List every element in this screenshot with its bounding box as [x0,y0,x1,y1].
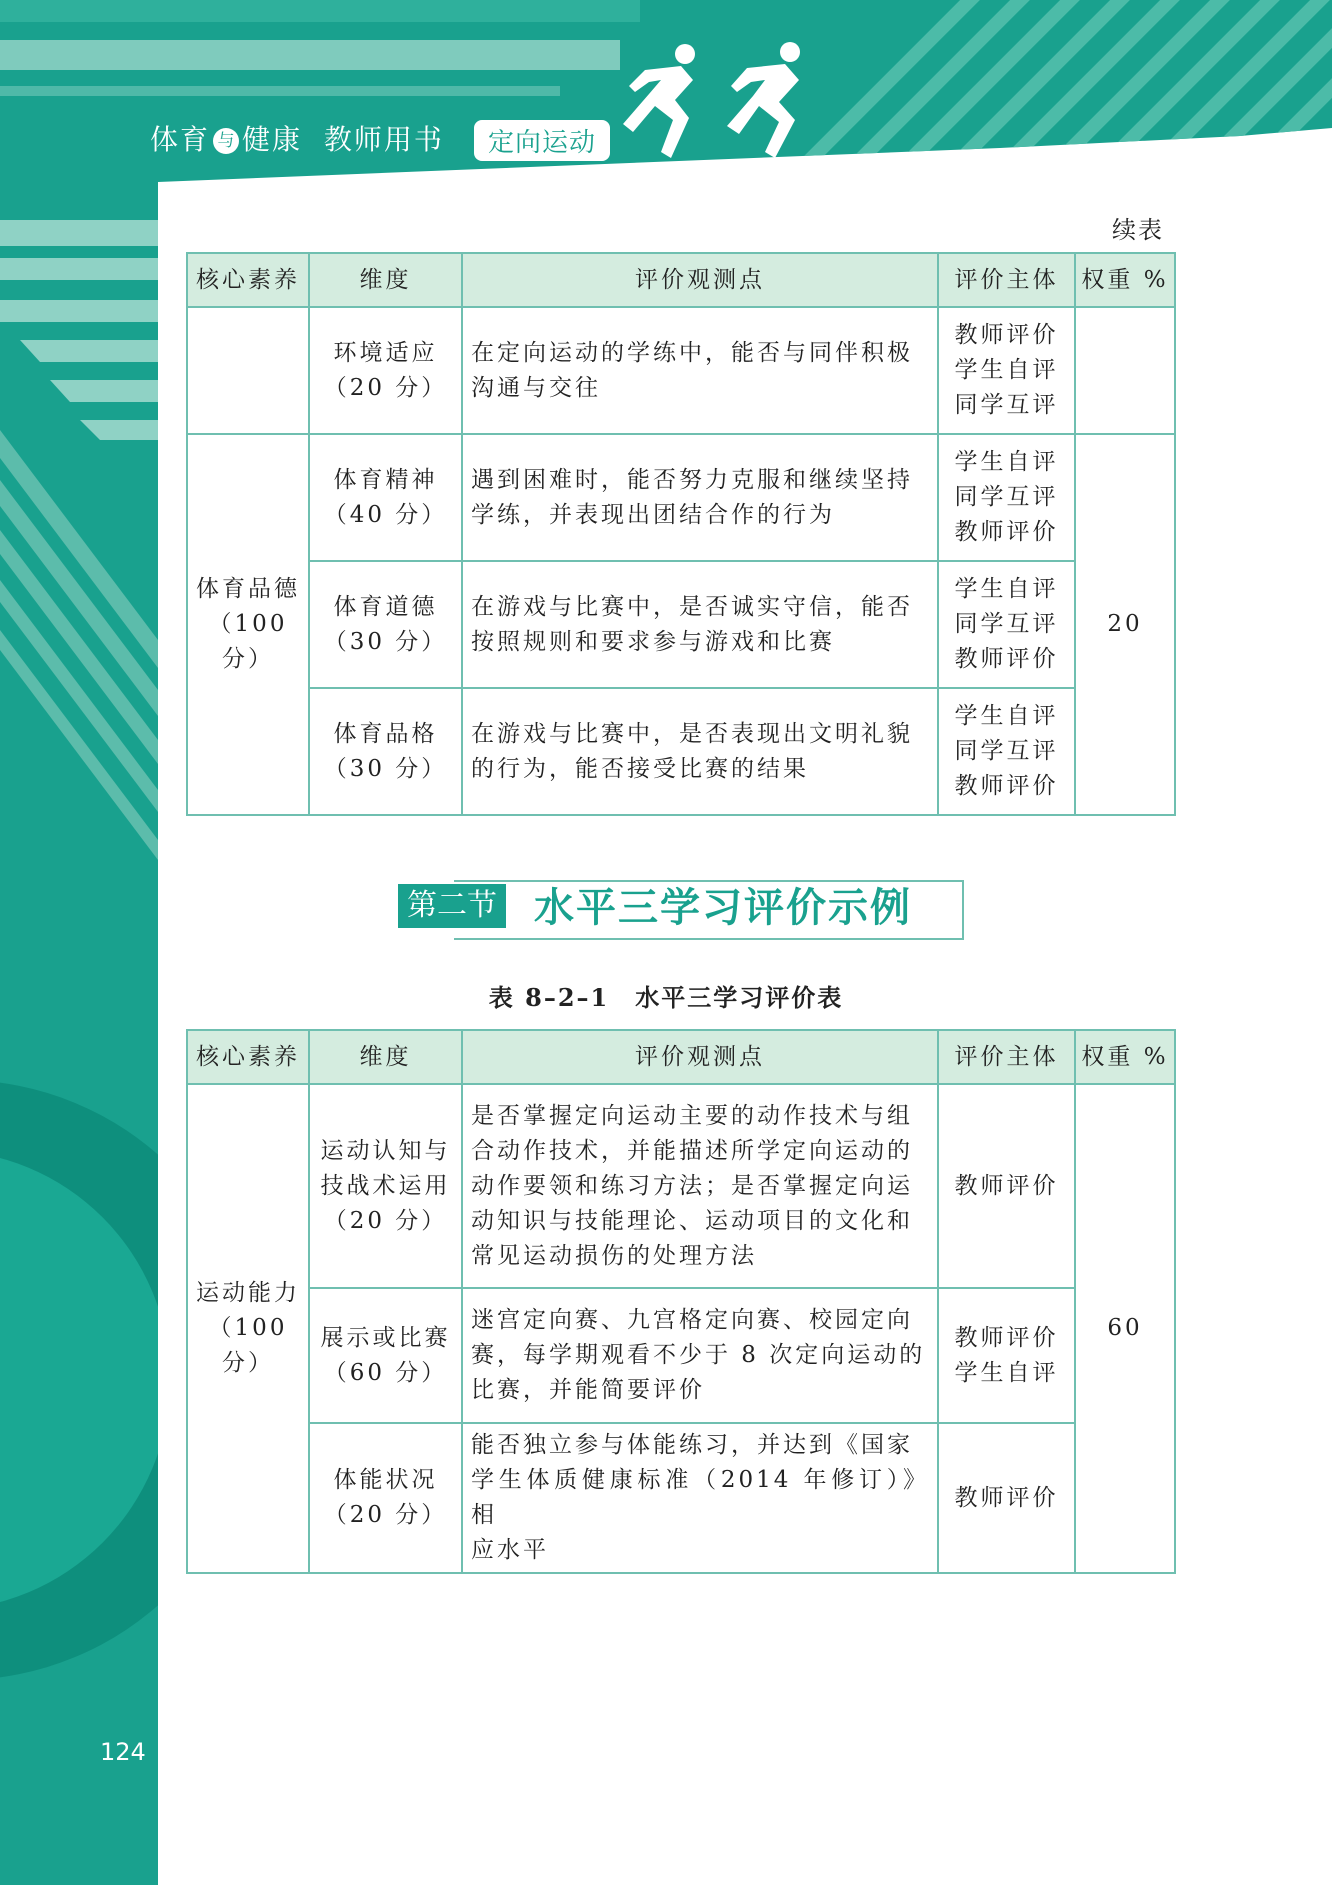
table-row [187,1288,1175,1423]
table-row [187,1084,1175,1288]
weight-cell: 20 [1075,434,1175,815]
header-core: 核心素养 [187,253,309,307]
weight-cell [1075,307,1175,434]
core-cell: 运动能力 （100 分） [187,1084,309,1573]
chapter-subtitle: 定向运动 [474,120,610,161]
observation-cell: 迷宫定向赛、九宫格定向赛、校园定向 赛，每学期观看不少于 8 次定向运动的 比赛，并能简要评价 [462,1288,938,1423]
subject-cell: 教师评价 学生自评 同学互评 [938,307,1075,434]
table-caption: 表 8–2–1 水平三学习评价表 [488,983,844,1012]
subject-cell: 教师评价 学生自评 [938,1288,1075,1423]
dimension-cell: 体育道德 （30 分） [309,561,462,688]
page-number: 124 [100,1738,146,1766]
dimension-cell: 体育精神 （40 分） [309,434,462,561]
subject-cell: 教师评价 [938,1423,1075,1573]
table-header-row [187,253,1175,307]
weight-cell: 60 [1075,1084,1175,1573]
header-dimension: 维度 [309,1030,462,1084]
header-observation: 评价观测点 [462,253,938,307]
subject-cell: 教师评价 [938,1084,1075,1288]
dimension-cell: 环境适应 （20 分） [309,307,462,434]
subject-cell: 学生自评 同学互评 教师评价 [938,688,1075,815]
dimension-cell: 体能状况 （20 分） [309,1423,462,1573]
dimension-cell: 运动认知与 技战术运用 （20 分） [309,1084,462,1288]
header-weight: 权重 % [1075,253,1175,307]
observation-cell: 遇到困难时，能否努力克服和继续坚持 学练，并表现出团结合作的行为 [462,434,938,561]
header-subject: 评价主体 [938,1030,1075,1084]
evaluation-table-continued [186,252,1176,816]
section-title: 水平三学习评价示例 [534,885,912,931]
table-row [187,434,1175,561]
table-header-row [187,1030,1175,1084]
yu-badge: 与 [213,128,239,154]
table-row [187,561,1175,688]
subject-cell: 学生自评 同学互评 教师评价 [938,561,1075,688]
observation-cell: 是否掌握定向运动主要的动作技术与组 合动作技术，并能描述所学定向运动的 动作要领和练习方法；是否掌握定向运 动知识与技能理论、运动项目的文化和 常见运动损伤的处理方法 [462,1084,938,1288]
header-subject: 评价主体 [938,253,1075,307]
evaluation-table-level3 [186,1029,1176,1574]
dimension-cell: 展示或比赛 （60 分） [309,1288,462,1423]
header-observation: 评价观测点 [462,1030,938,1084]
observation-cell: 在游戏与比赛中，是否诚实守信，能否 按照规则和要求参与游戏和比赛 [462,561,938,688]
dimension-cell: 体育品格 （30 分） [309,688,462,815]
runners-icon [615,40,855,160]
observation-cell: 在定向运动的学练中，能否与同伴积极 沟通与交往 [462,307,938,434]
observation-cell: 能否独立参与体能练习，并达到《国家 学生体质健康标准（2014 年修订）》相 应水平 [462,1423,938,1573]
subject-cell: 学生自评 同学互评 教师评价 [938,434,1075,561]
table-row [187,1423,1175,1573]
core-cell [187,307,309,434]
section-tag: 第二节 [398,884,506,928]
book-title: 体育 与 健康 教师用书 [150,123,444,156]
table-row [187,307,1175,434]
header-weight: 权重 % [1075,1030,1175,1084]
table-row [187,688,1175,815]
left-stripe-decoration [0,0,158,1885]
section-heading [398,876,964,940]
header-dimension: 维度 [309,253,462,307]
header-core: 核心素养 [187,1030,309,1084]
observation-cell: 在游戏与比赛中，是否表现出文明礼貌 的行为，能否接受比赛的结果 [462,688,938,815]
continued-label: 续表 [1112,216,1164,244]
core-cell: 体育品德 （100 分） [187,434,309,815]
